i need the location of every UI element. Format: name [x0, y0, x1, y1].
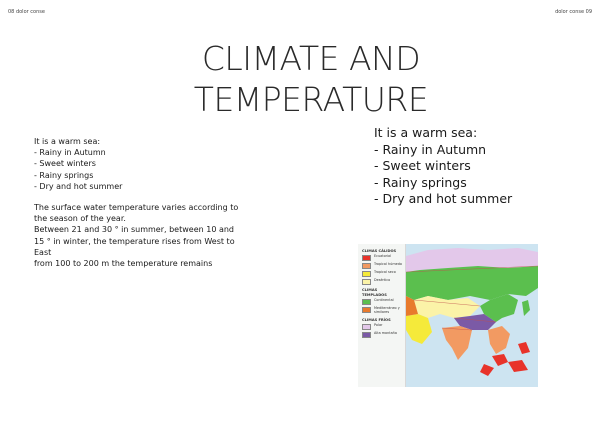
right-list-line: - Rainy in Autumn: [374, 141, 487, 157]
climate-map: [358, 244, 538, 387]
paragraph-line: The surface water temperature varies according to: [34, 203, 239, 213]
legend-swatch: [362, 279, 371, 285]
legend-swatch: [362, 271, 371, 277]
paragraph-line: the season of the year.: [34, 214, 126, 224]
temperature-paragraph: [34, 202, 264, 269]
list-line: - Rainy in Autumn: [34, 148, 106, 158]
legend-label: Ecuatorial: [374, 254, 391, 259]
legend-label: Alta montaña: [374, 331, 397, 336]
paragraph-line: Between 21 and 30 ° in summer, between 10 and: [34, 225, 234, 235]
page-number-left: 08 dolor conse: [8, 9, 45, 15]
title-line-2: TEMPERATURE: [193, 80, 429, 119]
page-title: [0, 38, 600, 120]
legend-item: [362, 307, 402, 315]
legend-item: [362, 263, 402, 269]
legend-item: [362, 332, 402, 338]
left-text-block: [34, 136, 264, 269]
legend-item: [362, 255, 402, 261]
legend-swatch: [362, 299, 371, 305]
list-line: - Dry and hot summer: [34, 181, 123, 191]
legend-label: Tropical húmedo: [374, 262, 402, 267]
right-climate-list: [374, 125, 574, 208]
right-list-line: - Sweet winters: [374, 158, 471, 174]
legend-label: Continental: [374, 298, 394, 303]
legend-group-title: CLIMAS CÁLIDOS: [362, 249, 397, 253]
right-list-line: - Rainy springs: [374, 174, 467, 190]
legend-group-title: CLIMAS FRÍOS: [362, 317, 391, 322]
legend-item: [362, 271, 402, 277]
legend-item: [362, 279, 402, 285]
legend-label: Desértico: [374, 278, 391, 283]
legend-group-title: CLIMAS TEMPLADOS: [362, 288, 387, 297]
legend-label: Tropical seco: [374, 270, 396, 275]
legend-swatch: [362, 307, 371, 313]
list-line: - Rainy springs: [34, 170, 94, 180]
right-list-line: It is a warm sea:: [374, 125, 478, 140]
title-line-1: CLIMATE AND: [201, 39, 421, 78]
legend-swatch: [362, 263, 371, 269]
list-line: It is a warm sea:: [34, 137, 101, 146]
legend-swatch: [362, 324, 371, 330]
legend-swatch: [362, 255, 371, 261]
legend-label: Polar: [374, 323, 383, 328]
paragraph-line: from 100 to 200 m the temperature remains: [34, 259, 213, 269]
paragraph-line: East: [34, 247, 52, 257]
legend-item: [362, 299, 402, 305]
paragraph-line: 15 ° in winter, the temperature rises from West to: [34, 236, 235, 246]
legend-label: Mediterráneo y similares: [374, 306, 400, 315]
map-legend: [358, 244, 406, 387]
legend-swatch: [362, 332, 371, 338]
page-number-right: dolor conse 09: [555, 9, 592, 15]
left-climate-list: [34, 136, 264, 192]
legend-item: [362, 324, 402, 330]
list-line: - Sweet winters: [34, 159, 96, 169]
right-list-line: - Dry and hot summer: [374, 191, 513, 207]
